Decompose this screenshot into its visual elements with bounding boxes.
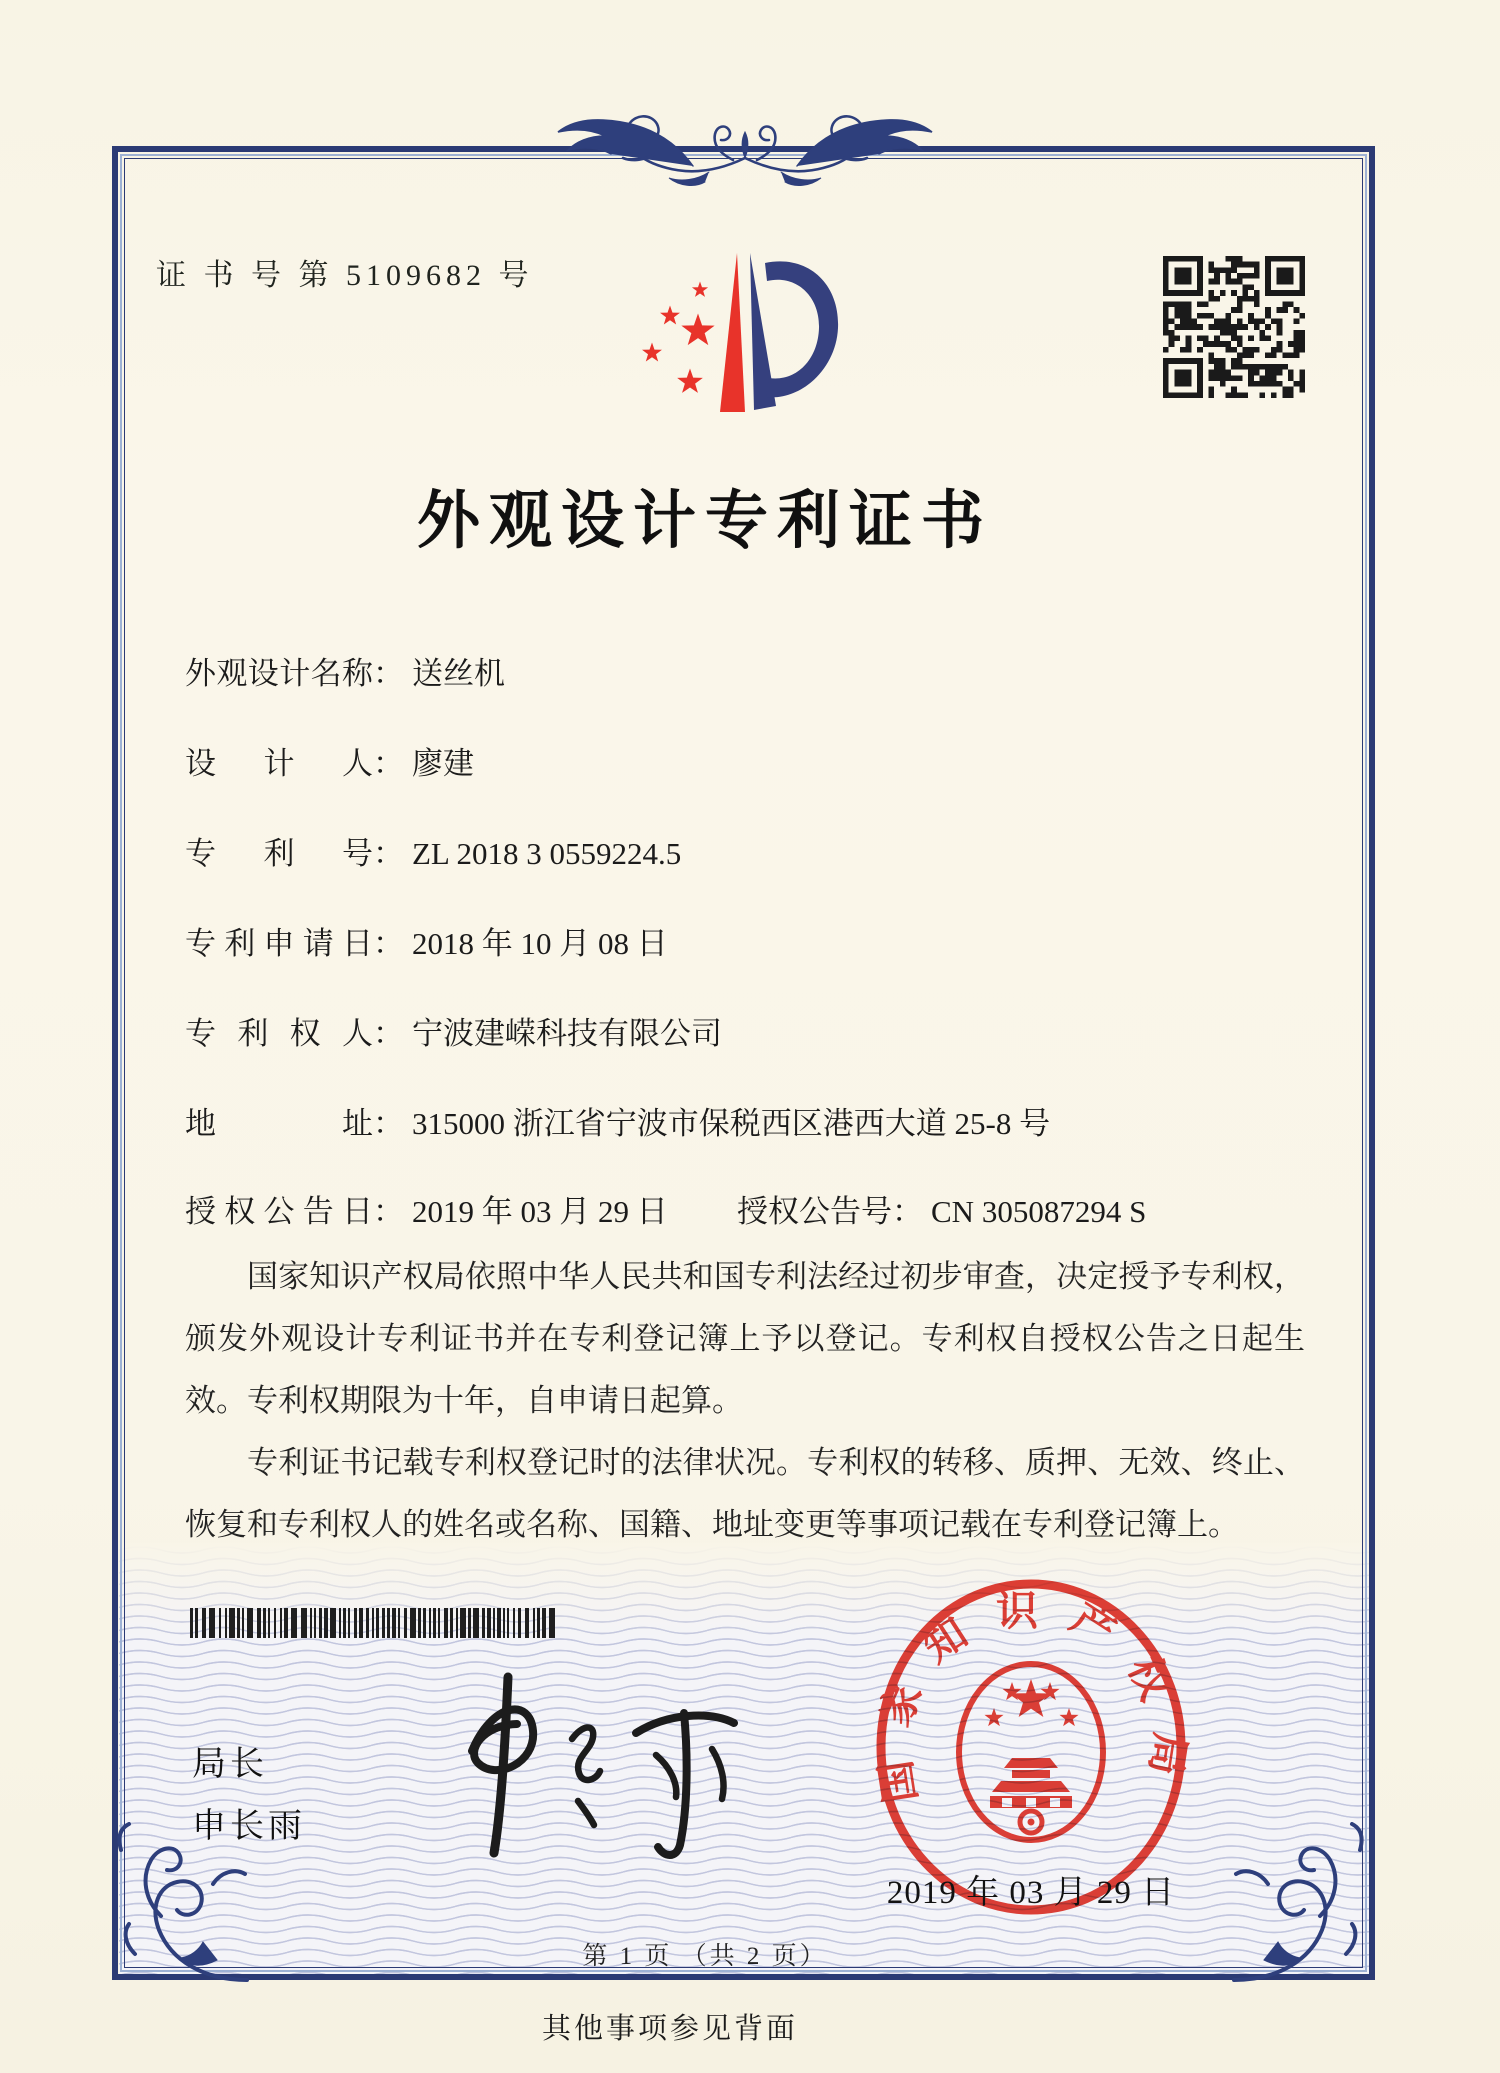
field-label: 地址 [185, 1106, 373, 1141]
legal-paragraph-1: 国家知识产权局依照中华人民共和国专利法经过初步审查，决定授予专利权，颁发外观设计专利证书并在专利登记簿上予以登记。专利权自授权公告之日起生效。专利权期限为十年，自申请日起算。 [185, 1259, 1305, 1418]
field-patent-number [185, 828, 681, 873]
field-label: 专利号 [185, 836, 373, 871]
field-value: 宁波建嵘科技有限公司 [412, 1016, 722, 1051]
colon: ： [892, 1194, 923, 1229]
field-patentee [185, 1008, 722, 1053]
legal-paragraph-2: 专利证书记载专利权登记时的法律状况。专利权的转移、质押、无效、终止、恢复和专利权人的姓名或名称、国籍、地址变更等事项记载在专利登记簿上。 [185, 1445, 1305, 1542]
field-label: 外观设计名称 [185, 656, 373, 691]
field-label: 设计人 [185, 746, 373, 781]
page-number-line: 第 1 页 （共 2 页） [582, 1943, 828, 1970]
field-address [185, 1098, 1050, 1143]
seal-ring-text: 国家知识产权局 [869, 1589, 1193, 1806]
national-emblem-icon [959, 1664, 1103, 1840]
handwritten-signature-icon [420, 1655, 755, 1875]
field-label: 专利权人 [185, 1016, 373, 1051]
field-value: 廖建 [412, 746, 474, 781]
director-name: 申长雨 [192, 1808, 306, 1845]
back-note: 其他事项参见背面 [541, 2013, 798, 2045]
colon: ： [373, 746, 404, 781]
legal-text [185, 1246, 1305, 1556]
barcode-icon [190, 1608, 562, 1638]
director-title: 局长 [192, 1746, 268, 1783]
field-filing-date [185, 918, 668, 963]
field-value: 315000 浙江省宁波市保税西区港西大道 25-8 号 [412, 1106, 1051, 1141]
colon: ： [373, 926, 404, 961]
grant-date-label: 授权公告日 [185, 1194, 373, 1229]
grant-number-cell [737, 1186, 1146, 1231]
colon: ： [373, 836, 404, 871]
field-designer [185, 738, 474, 783]
field-grant-row [185, 1186, 1147, 1231]
colon: ： [373, 1194, 404, 1229]
grant-number-value: CN 305087294 S [931, 1194, 1147, 1229]
grant-number-label: 授权公告号 [737, 1194, 892, 1229]
field-value: 送丝机 [412, 656, 505, 691]
field-value: ZL 2018 3 0559224.5 [412, 836, 682, 871]
dragon-scroll-ornament [535, 96, 955, 190]
field-design-name [185, 648, 505, 693]
cnipa-logo-icon [638, 250, 840, 416]
colon: ： [373, 1106, 404, 1141]
qr-code-icon [1163, 256, 1305, 398]
colon: ： [373, 656, 404, 691]
colon: ： [373, 1016, 404, 1051]
field-label: 专利申请日 [185, 926, 373, 961]
seal-date: 2019 年 03 月 29 日 [886, 1875, 1176, 1911]
certificate-title: 外观设计专利证书 [417, 486, 993, 556]
grant-date-value: 2019 年 03 月 29 日 [412, 1194, 668, 1229]
field-value: 2018 年 10 月 08 日 [412, 926, 668, 961]
certificate-number: 证 书 号 第 5109682 号 [156, 259, 534, 292]
